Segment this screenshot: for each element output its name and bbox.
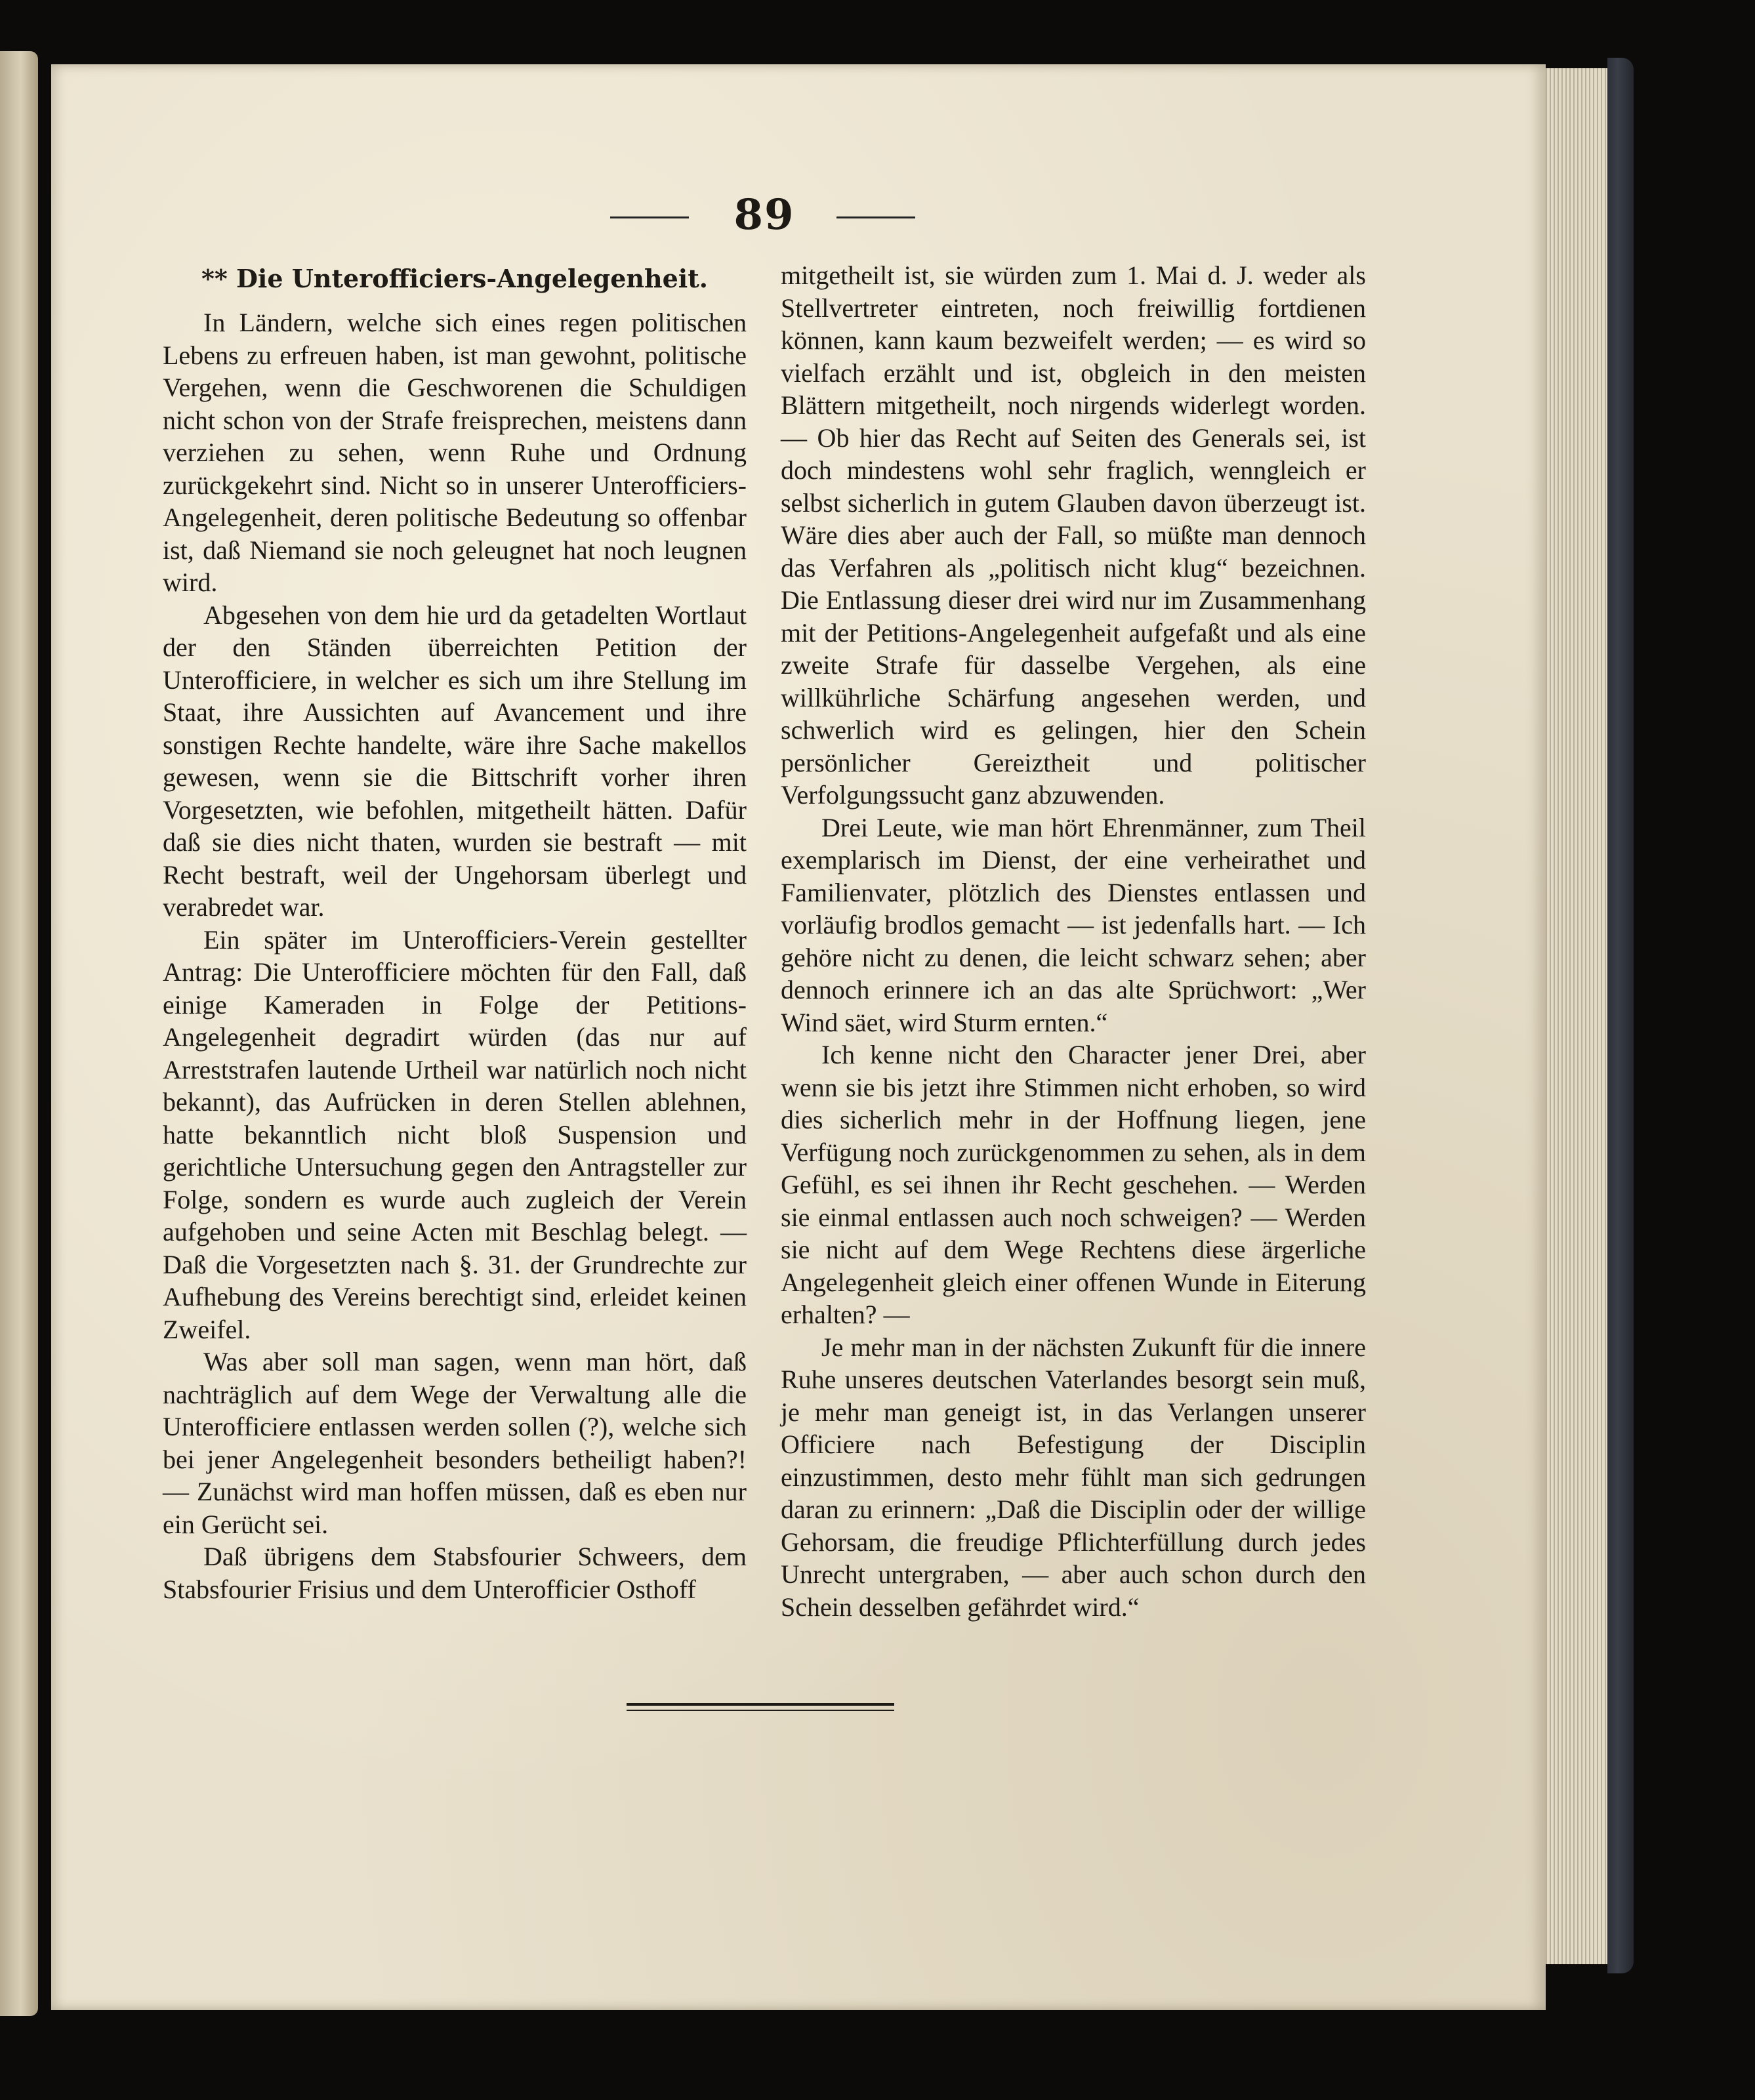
paragraph: Ein später im Unterofficiers-Verein gestellter Antrag: Die Unterofficiere möchten für den Fall, daß einige Kameraden in Folge der Petitions-Angelegenheit degradirt würden (das nur auf Arreststrafen lautende Urtheil war natürlich noch nicht bekannt), das Aufrücken in deren Stellen ablehnen, hatte bekanntlich nicht bloß Suspension und gerichtliche Untersuchung gegen den Antragsteller zur Folge, sondern es wurde auch zugleich der Verein aufgehoben und seine Acten mit Beschlag belegt. — Daß die Vorgesetzten nach §. 31. der Grundrechte zur Aufhebung des Vereins berechtigt sind, erleidet keinen Zweifel. <box>163 924 747 1344</box>
end-rule <box>627 1703 894 1706</box>
book-cover <box>1607 58 1634 1973</box>
paragraph: Was aber soll man sagen, wenn man hört, daß nachträglich auf dem Wege der Verwaltung alle die Unterofficiere entlassen werden sollen (?), welche sich bei jener Angelegenheit besonders betheiligt haben?! — Zunächst wird man hoffen müssen, daß es eben nur ein Gerücht sei. <box>163 1347 747 1539</box>
right-column <box>781 259 1366 1623</box>
paragraph: Ich kenne nicht den Character jener Drei, aber wenn sie bis jetzt ihre Stimmen nicht erhoben, so wird dies sicherlich mehr in der Hoffnung liegen, jene Verfügung noch zurückgenommen zu sehen, als in dem Gefühl, es sei ihnen ihr Recht geschehen. — Werden sie einmal entlassen auch noch schweigen? — Werden sie nicht auf dem Wege Rechtens diese ärgerliche Angelegenheit gleich einer offenen Wunde in Eiterung erhalten? — <box>781 1040 1366 1329</box>
paragraph: Drei Leute, wie man hört Ehrenmänner, zum Theil exemplarisch im Dienst, der eine verheirathet und Familienvater, plötzlich des Dienstes entlassen und vorläufig brodlos gemacht — ist jedenfalls hart. — Ich gehöre nicht zu denen, die leicht schwarz sehen; aber dennoch erinnere ich an das alte Sprüchwort: „Wer Wind säet, wird Sturm ernten.“ <box>781 812 1366 1037</box>
paragraph: Je mehr man in der nächsten Zukunft für die innere Ruhe unseres deutschen Vaterlandes besorgt sein muß, je mehr man geneigt ist, in das Verlangen unserer Officiere nach Befestigung der Disciplin einzustimmen, desto mehr fühlt man sich gedrungen daran zu erinnern: „Daß die Disciplin oder der willige Gehorsam, die freudige Pflichterfüllung durch jedes Unrecht untergraben, — aber auch schon durch den Schein desselben gefährdet wird.“ <box>781 1332 1366 1622</box>
paragraph-continued: mitgetheilt ist, sie würden zum 1. Mai d. J. weder als Stellvertreter eintreten, noch freiwillig fortdienen können, kann kaum bezweifelt werden; — es wird so vielfach erzählt und ist, obgleich in den meisten Blättern mitgetheilt, noch nirgends widerlegt worden. — Ob hier das Recht auf Seiten des Generals sei, ist doch mindestens wohl sehr fraglich, wenngleich er selbst sicherlich in gutem Glauben davon überzeugt ist. Wäre dies aber auch der Fall, so müßte man dennoch das Verfahren als „politisch nicht klug“ bezeichnen. Die Entlassung dieser drei wird nur im Zusammenhang mit der Petitions-Angelegenheit aufgefaßt und als eine zweite Strafe für dasselbe Vergehen, als eine willkührliche Schärfung angesehen werden, und schwerlich wird es gelingen, hier den Schein persönlicher Gereiztheit und politischer Verfolgungssucht ganz abzuwenden. <box>781 260 1366 810</box>
paragraph: In Ländern, welche sich eines regen politischen Lebens zu erfreuen haben, ist man gewohnt, politische Vergehen, wenn die Geschworenen die Schuldigen nicht schon von der Strafe freisprechen, meistens dann verziehen zu sehen, wenn Ruhe und Ordnung zurückgekehrt sind. Nicht so in unserer Unterofficiers-Angelegenheit, deren politische Bedeutung so offenbar ist, daß Niemand sie noch geleugnet hat noch leugnen wird. <box>163 308 747 597</box>
left-column <box>163 259 747 1605</box>
page-header <box>604 190 919 243</box>
header-rule-right <box>836 216 915 218</box>
paragraph: Daß übrigens dem Stabsfourier Schweers, dem Stabsfourier Frisius und dem Unterofficier Osthoff <box>163 1542 747 1604</box>
article-title: ** Die Unterofficiers-Angelegenheit. <box>201 264 709 293</box>
paragraph: Abgesehen von dem hie urd da getadelten Wortlaut der den Ständen überreichten Petition der Unterofficiere, in welcher es sich um ihre Stellung im Staat, ihre Aussichten auf Avancement und ihre sonstigen Rechte handelte, wäre ihre Sache makellos gewesen, wenn sie die Bittschrift vorher ihren Vorgesetzten, wie befohlen, mitgetheilt hätten. Dafür daß sie dies nicht thaten, wurden sie bestraft — mit Recht bestraft, weil der Ungehorsam überlegt und verabredet war. <box>163 600 747 922</box>
facing-page-edge <box>0 51 38 2016</box>
page-block-edges <box>1535 68 1615 1964</box>
end-rule-thin <box>627 1710 894 1711</box>
header-rule-left <box>610 216 689 218</box>
page-number: 89 <box>733 190 795 239</box>
